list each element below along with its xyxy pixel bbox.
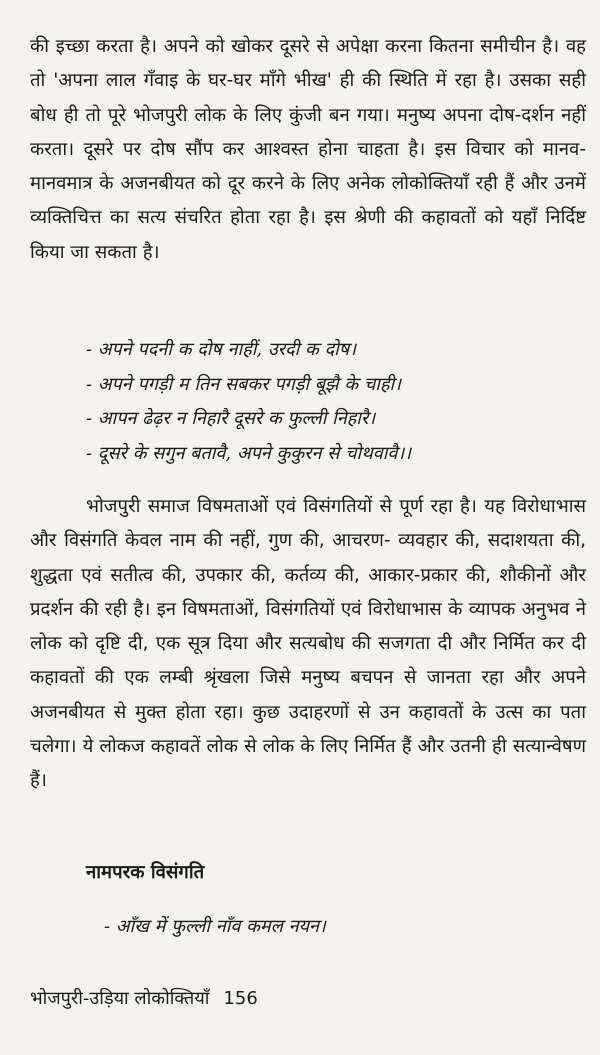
- page-number: 156: [223, 988, 258, 1009]
- section-heading: नामपरक विसंगति: [86, 862, 205, 883]
- page-footer: [30, 984, 258, 1014]
- proverb-list: [86, 333, 411, 471]
- body-paragraph-1: की इच्छा करता है। अपने को खोकर दूसरे से अपेक्षा करना कितना समीचीन है। वह तो 'अपना लाल गँवाइ के घर-घर माँगे भीख' ही की स्थिति में रहा है। उसका सही बोध ही तो पूरे भोजपुरी लोक के लिए कुंजी बन गया। मनुष्य अपना दोष-दर्शन नहीं करता। दूसरे पर दोष सौंप कर आश्वस्त होना चाहता है। इस विचार को मानव-मानवमात्र के अजनबीयत को दूर करने के लिए अनेक लोकोक्तियाँ रही हैं और उनमें व्यक्तिचित्त का सत्य संचरित होता रहा है। इस श्रेणी की कहावतों को यहाँ निर्दिष्ट किया जा सकता है।: [30, 36, 586, 263]
- proverb-item: - आँख में फुल्ली नाँव कमल नयन।: [104, 916, 326, 937]
- proverb-item: - दूसरे के सगुन बतावै, अपने कुकुरन से चोथवावै।।: [86, 442, 412, 464]
- body-paragraph-2: भोजपुरी समाज विषमताओं एवं विसंगतियों से पूर्ण रहा है। यह विरोधाभास और विसंगति केवल नाम की नहीं, गुण की, आचरण- व्यवहार की, सदाशयता की, शुद्धता एवं सतीत्व की, उपकार की, कर्तव्य की, आकार-प्रकार की, शौकीनों और प्रदर्शन की रही है। इन विषमताओं, विसंगतियों एवं विरोधाभास के व्यापक अनुभव ने लोक को दृष्टि दी, एक सूत्र दिया और सत्यबोध की सजगता दी और निर्मित कर दी कहावतों की एक लम्बी श्रृंखला जिसे मनुष्य बचपन से जानता रहा और अपने अजनबीयत से मुक्त होता रहा। कुछ उदाहरणों से उन कहावतों के उत्स का पता चलेगा। ये लोकज कहावतें लोक से लोक के लिए निर्मित हैं और उतनी ही सत्यान्वेषण हैं।: [30, 496, 586, 792]
- proverb-item: - अपने पदनी क दोष नाहीं, उरदी क दोष।: [86, 339, 357, 360]
- proverb-item: - आपन ढेढ़र न निहारै दूसरे क फुल्ली निहारै।: [86, 408, 376, 429]
- book-title: भोजपुरी-उड़िया लोकोक्तियाँ: [30, 988, 210, 1009]
- proverb-item: - अपने पगड़ी म तिन सबकर पगड़ी बूझै के चाही।: [86, 373, 401, 395]
